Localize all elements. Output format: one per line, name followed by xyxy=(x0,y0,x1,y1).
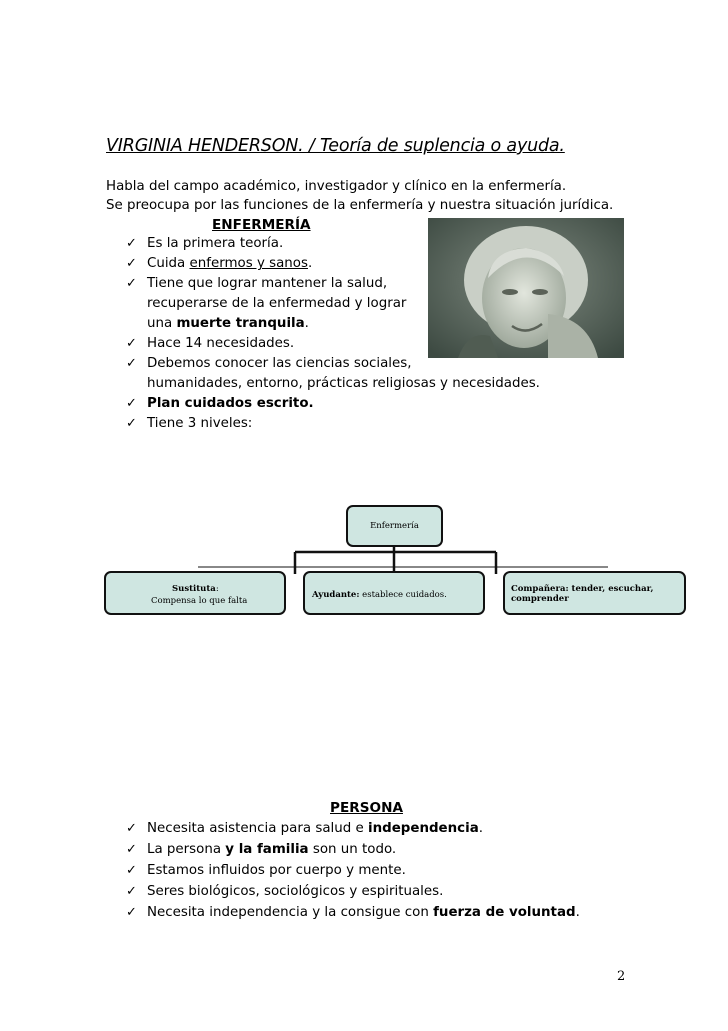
list-item-continuation: una muerte tranquila. xyxy=(147,316,309,331)
check-icon: ✓ xyxy=(126,356,137,371)
diagram-node-ayudante: Ayudante: establece cuidados. xyxy=(303,571,485,615)
list-item-continuation: recuperarse de la enfermedad y lograr xyxy=(147,296,407,311)
check-icon: ✓ xyxy=(126,336,137,351)
check-icon: ✓ xyxy=(126,236,137,251)
list-item: ✓ Estamos influidos por cuerpo y mente. xyxy=(126,863,406,878)
list-item-continuation: humanidades, entorno, prácticas religiosas y necesidades. xyxy=(147,376,540,391)
diagram-root-enfermeria: Enfermería xyxy=(346,505,443,547)
check-icon: ✓ xyxy=(126,842,137,857)
check-icon: ✓ xyxy=(126,396,137,411)
check-icon: ✓ xyxy=(126,884,137,899)
list-item: ✓ Seres biológicos, sociológicos y espirituales. xyxy=(126,884,444,899)
list-item: ✓ Necesita independencia y la consigue con fuerza de voluntad. xyxy=(126,905,580,920)
list-item: ✓ Hace 14 necesidades. xyxy=(126,336,295,351)
intro-line-1: Habla del campo académico, investigador y clínico en la enfermería. xyxy=(106,179,567,194)
list-item: ✓ La persona y la familia son un todo. xyxy=(126,842,397,857)
check-icon: ✓ xyxy=(126,863,137,878)
check-icon: ✓ xyxy=(126,256,137,271)
diagram-node-sustituta: Sustituta: Compensa lo que falta xyxy=(104,571,286,615)
check-icon: ✓ xyxy=(126,416,137,431)
list-item: ✓ Necesita asistencia para salud e independencia. xyxy=(126,821,484,836)
list-item: ✓ Es la primera teoría. xyxy=(126,236,284,251)
list-item: ✓ Cuida enfermos y sanos. xyxy=(126,256,313,271)
check-icon: ✓ xyxy=(126,905,137,920)
diagram-node-companera: Compañera: tender, escuchar, comprender xyxy=(503,571,686,615)
list-item: ✓ Tiene 3 niveles: xyxy=(126,416,253,431)
list-item: ✓ Tiene que lograr mantener la salud, xyxy=(126,276,388,291)
list-item: ✓ Debemos conocer las ciencias sociales, xyxy=(126,356,412,371)
list-item: ✓ Plan cuidados escrito. xyxy=(126,396,314,411)
intro-line-2: Se preocupa por las funciones de la enfermería y nuestra situación jurídica. xyxy=(106,198,614,213)
page-title: VIRGINIA HENDERSON. / Teoría de suplencia o ayuda. xyxy=(106,136,565,156)
check-icon: ✓ xyxy=(126,276,137,291)
enfermeria-heading: ENFERMERÍA xyxy=(212,217,311,233)
check-icon: ✓ xyxy=(126,821,137,836)
persona-heading: PERSONA xyxy=(330,800,403,816)
page-number: 2 xyxy=(617,969,626,984)
